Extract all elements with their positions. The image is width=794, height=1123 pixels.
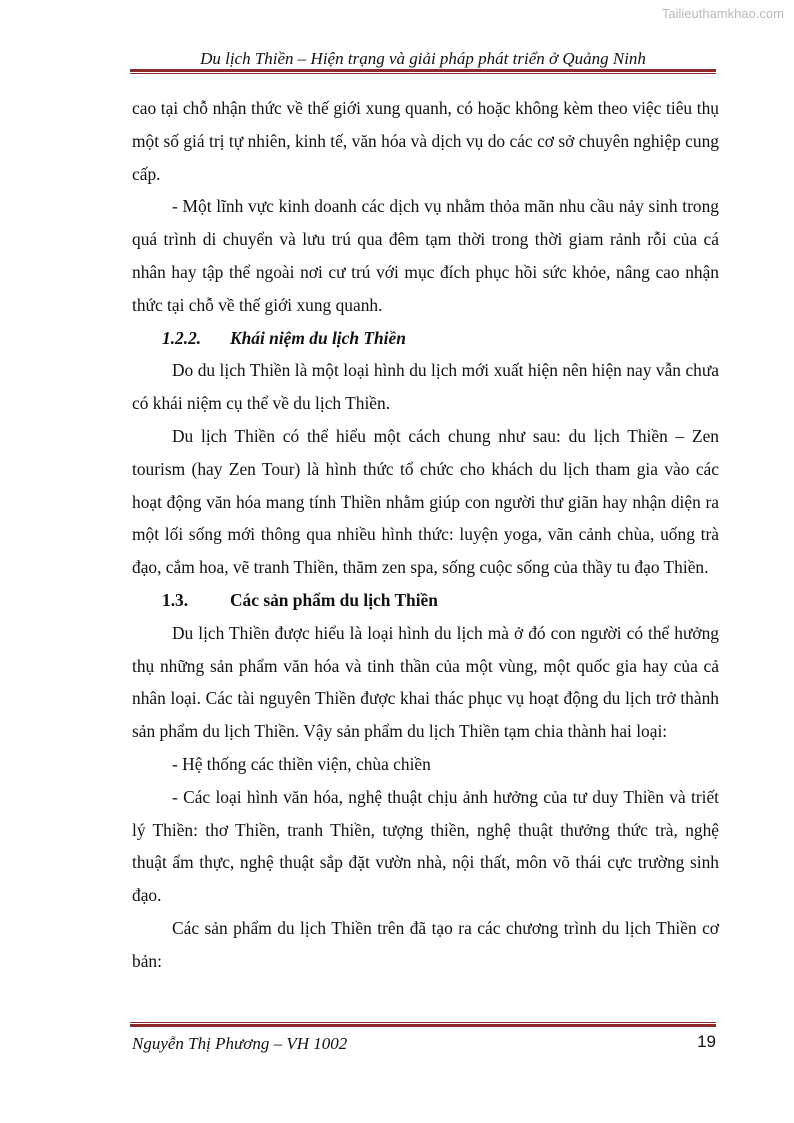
- header-rule: [130, 69, 716, 74]
- section-number: 1.3.: [162, 589, 189, 610]
- section-number: 1.2.2.: [162, 327, 202, 348]
- paragraph-zen-programs: Các sản phẩm du lịch Thiền trên đã tạo ra các chương trình du lịch Thiền cơ bản:: [132, 917, 719, 971]
- page-number: 19: [697, 1032, 716, 1051]
- section-title: Khái niệm du lịch Thiền: [230, 327, 406, 348]
- section-heading-1-3: [132, 584, 719, 617]
- page-body: [132, 92, 719, 978]
- paragraph-zen-products: Du lịch Thiền được hiểu là loại hình du lịch mà ở đó con người có thể hưởng thụ những sản phẩm văn hóa và tinh thần của một vùng, một quốc gia hay của cả nhân loại. Các tài nguyên Thiền được khai thác phục vụ hoạt động du lịch trở thành sản phẩm du lịch Thiền. Vậy sản phẩm du lịch Thiền tạm chia thành hai loại:: [132, 622, 719, 742]
- paragraph-continuation: cao tại chỗ nhận thức về thế giới xung quanh, có hoặc không kèm theo việc tiêu thụ một số giá trị tự nhiên, kinh tế, văn hóa và dịch vụ do các cơ sở chuyên nghiệp cung cấp.: [132, 98, 719, 184]
- section-title: Các sản phẩm du lịch Thiền: [230, 589, 438, 610]
- watermark: Tailieuthamkhao.com: [661, 6, 784, 21]
- footer-author: Nguyễn Thị Phương – VH 1002: [132, 1034, 348, 1053]
- paragraph-zen-definition: Du lịch Thiền có thể hiểu một cách chung như sau: du lịch Thiền – Zen tourism (hay Zen Tour) là hình thức tổ chức cho khách du lịch tham gia vào các hoạt động văn hóa mang tính Thiền nhằm giúp con người thư giãn hay nhận diện ra một lối sống mới thông qua nhiều hình thức: luyện yoga, vãn cảnh chùa, uống trà đạo, cắm hoa, vẽ tranh Thiền, thăm zen spa, sống cuộc sống của thầy tu đạo Thiền.: [132, 425, 719, 578]
- list-item-monasteries: - Hệ thống các thiền viện, chùa chiền: [172, 753, 431, 774]
- section-heading-1-2-2: [132, 322, 719, 355]
- running-header: Du lịch Thiền – Hiện trạng và giải pháp phát triển ở Quảng Ninh: [200, 49, 646, 68]
- list-item-culture-arts: - Các loại hình văn hóa, nghệ thuật chịu ảnh hưởng của tư duy Thiền và triết lý Thiền: thơ Thiền, tranh Thiền, tượng thiền, nghệ thuật thưởng thức trà, nghệ thuật ẩm thực, nghệ thuật sắp đặt vườn nhà, nội thất, môn võ thái cực trường sinh đạo.: [132, 786, 719, 906]
- paragraph-zen-intro: Do du lịch Thiền là một loại hình du lịch mới xuất hiện nên hiện nay vẫn chưa có khái niệm cụ thể về du lịch Thiền.: [132, 360, 719, 414]
- footer-rule: [130, 1022, 716, 1027]
- paragraph-definition-business: - Một lĩnh vực kinh doanh các dịch vụ nhằm thỏa mãn nhu cầu nảy sinh trong quá trình di chuyển và lưu trú qua đêm tạm thời trong thời giam rảnh rỗi của cá nhân hay tập thể ngoài nơi cư trú với mục đích phục hồi sức khỏe, nâng cao nhận thức tại chỗ về thế giới xung quanh.: [132, 196, 719, 315]
